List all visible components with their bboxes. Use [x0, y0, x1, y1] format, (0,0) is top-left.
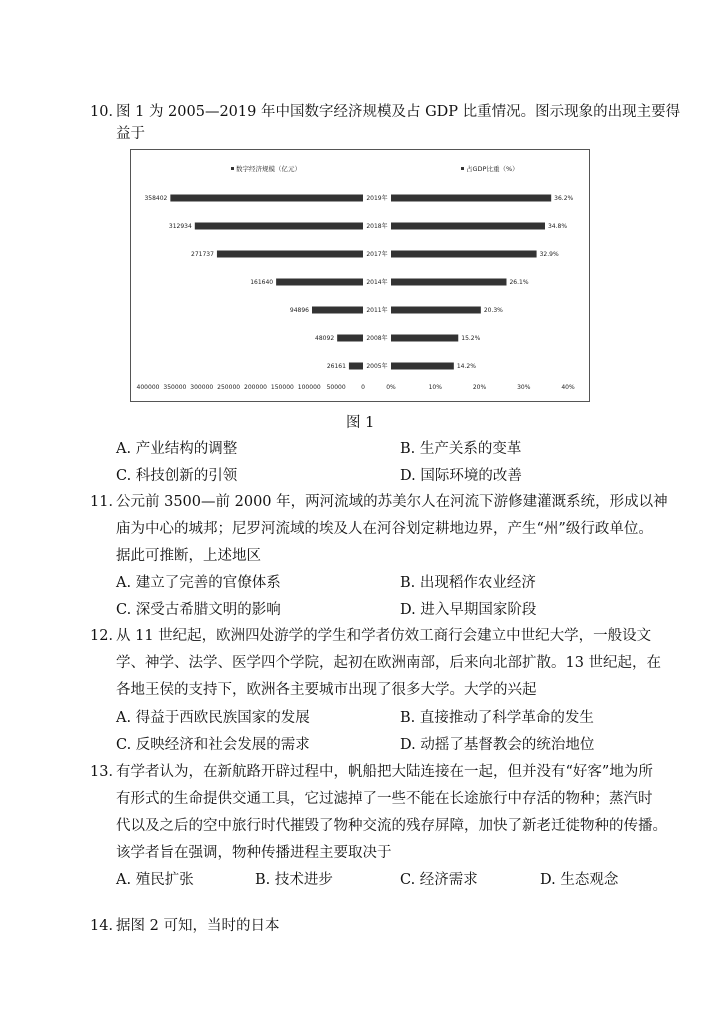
axis-tick-left: 300000 — [190, 384, 214, 391]
bar-right — [391, 335, 458, 342]
bar-left — [276, 279, 363, 286]
legend-swatch-left — [231, 167, 234, 170]
option-c: C. 反映经济和社会发展的需求 — [116, 737, 310, 753]
question-stem-line: 图 1 为 2005—2019 年中国数字经济规模及占 GDP 比重情况。图示现象的出现主要得 — [116, 104, 681, 120]
data-label-right: 14.2% — [456, 363, 476, 370]
axis-tick-left: 350000 — [163, 384, 187, 391]
option-b: B. 技术进步 — [255, 872, 333, 888]
axis-tick-left: 50000 — [326, 384, 346, 391]
bar-left — [217, 251, 363, 258]
option-b: B. 直接推动了科学革命的发生 — [400, 710, 594, 726]
bar-right — [391, 363, 454, 370]
option-b: B. 生产关系的变革 — [400, 441, 522, 457]
option-d: D. 国际环境的改善 — [400, 468, 522, 484]
question-stem-line: 据图 2 可知，当时的日本 — [116, 918, 280, 934]
category-label: 2008年 — [366, 335, 388, 342]
axis-tick-right: 40% — [561, 384, 575, 391]
axis-tick-left: 200000 — [244, 384, 267, 391]
option-c: C. 深受古希腊文明的影响 — [116, 602, 281, 618]
data-label-right: 26.1% — [509, 279, 529, 286]
question-number: 13． — [90, 764, 123, 780]
legend-label-left: 数字经济规模（亿元） — [236, 165, 301, 173]
question-number: 14． — [90, 918, 123, 934]
axis-tick-right: 20% — [472, 384, 487, 391]
bar-right — [391, 195, 551, 202]
axis-tick-right: 0% — [386, 384, 396, 391]
axis-tick-right: 10% — [428, 384, 442, 391]
category-label: 2017年 — [366, 251, 388, 258]
data-label-left: 26161 — [326, 363, 346, 370]
question-number: 10． — [90, 104, 123, 120]
bar-left — [195, 223, 363, 230]
legend-swatch-right — [461, 167, 464, 170]
bar-right — [391, 223, 545, 230]
category-label: 2005年 — [366, 363, 388, 370]
figure-1-chart — [130, 149, 590, 402]
option-b: B. 出现稻作农业经济 — [400, 575, 536, 591]
data-label-left: 161640 — [250, 279, 274, 286]
question-stem-line: 有学者认为，在新航路开辟过程中，帆船把大陆连接在一起，但并没有“好客”地为所 — [116, 764, 653, 780]
question-stem-line: 公元前 3500—前 2000 年，两河流域的苏美尔人在河流下游修建灌溉系统，形成以神 — [116, 494, 668, 510]
data-label-right: 15.2% — [461, 335, 481, 342]
bar-left — [349, 363, 363, 370]
axis-tick-right: 30% — [517, 384, 531, 391]
question-number: 11． — [90, 494, 123, 510]
question-number: 12． — [90, 628, 123, 644]
option-a: A. 殖民扩张 — [116, 872, 194, 888]
data-label-left: 271737 — [191, 251, 214, 258]
axis-tick-left: 400000 — [136, 384, 160, 391]
question-stem-line: 各地王侯的支持下，欧洲各主要城市出现了很多大学。大学的兴起 — [116, 682, 537, 698]
axis-tick-left: 150000 — [270, 384, 294, 391]
question-stem-line: 益于 — [116, 126, 145, 142]
option-d: D. 动摇了基督教会的统治地位 — [400, 737, 595, 753]
figure-caption: 图 1 — [346, 415, 375, 431]
question-stem-line: 据此可推断，上述地区 — [116, 548, 261, 564]
question-stem-line: 代以及之后的空中旅行时代摧毁了物种交流的残存屏障，加快了新老迁徙物种的传播。 — [116, 818, 667, 834]
bar-right — [391, 251, 537, 258]
data-label-right: 20.3% — [483, 307, 503, 314]
data-label-right: 36.2% — [554, 195, 574, 202]
category-label: 2014年 — [366, 279, 388, 286]
option-d: D. 进入早期国家阶段 — [400, 602, 537, 618]
option-a: A. 建立了完善的官僚体系 — [116, 575, 281, 591]
bar-left — [170, 195, 363, 202]
axis-tick-left: 100000 — [297, 384, 321, 391]
category-label: 2019年 — [366, 195, 388, 202]
axis-tick-left: 0 — [361, 384, 365, 391]
option-a: A. 产业结构的调整 — [116, 441, 238, 457]
question-stem-line: 该学者旨在强调，物种传播进程主要取决于 — [116, 845, 392, 861]
question-stem-line: 有形式的生命提供交通工具，它过滤掉了一些不能在长途旅行中存活的物种；蒸汽时 — [116, 791, 653, 807]
option-a: A. 得益于西欧民族国家的发展 — [116, 710, 310, 726]
question-stem-line: 从 11 世纪起，欧洲四处游学的学生和学者仿效工商行会建立中世纪大学，一般设文 — [116, 628, 652, 644]
legend-label-right: 占GDP比重（%） — [466, 165, 519, 173]
data-label-right: 32.9% — [539, 251, 559, 258]
category-label: 2011年 — [366, 307, 388, 314]
option-c: C. 科技创新的引领 — [116, 468, 238, 484]
question-stem-line: 学、神学、法学、医学四个学院，起初在欧洲南部，后来向北部扩散。13 世纪起，在 — [116, 655, 662, 671]
bar-right — [391, 279, 506, 286]
data-label-left: 312934 — [168, 223, 192, 230]
data-label-left: 94896 — [289, 307, 309, 314]
bar-left — [312, 307, 363, 314]
data-label-left: 358402 — [144, 195, 168, 202]
bar-right — [391, 307, 481, 314]
option-d: D. 生态观念 — [540, 872, 619, 888]
category-label: 2018年 — [366, 223, 388, 230]
option-c: C. 经济需求 — [400, 872, 478, 888]
data-label-left: 48092 — [315, 335, 335, 342]
question-stem-line: 庙为中心的城邦；尼罗河流域的埃及人在河谷划定耕地边界，产生“州”级行政单位。 — [116, 521, 653, 537]
data-label-right: 34.8% — [547, 223, 568, 230]
axis-tick-left: 250000 — [217, 384, 241, 391]
bar-left — [337, 335, 363, 342]
chart-svg — [131, 150, 589, 401]
